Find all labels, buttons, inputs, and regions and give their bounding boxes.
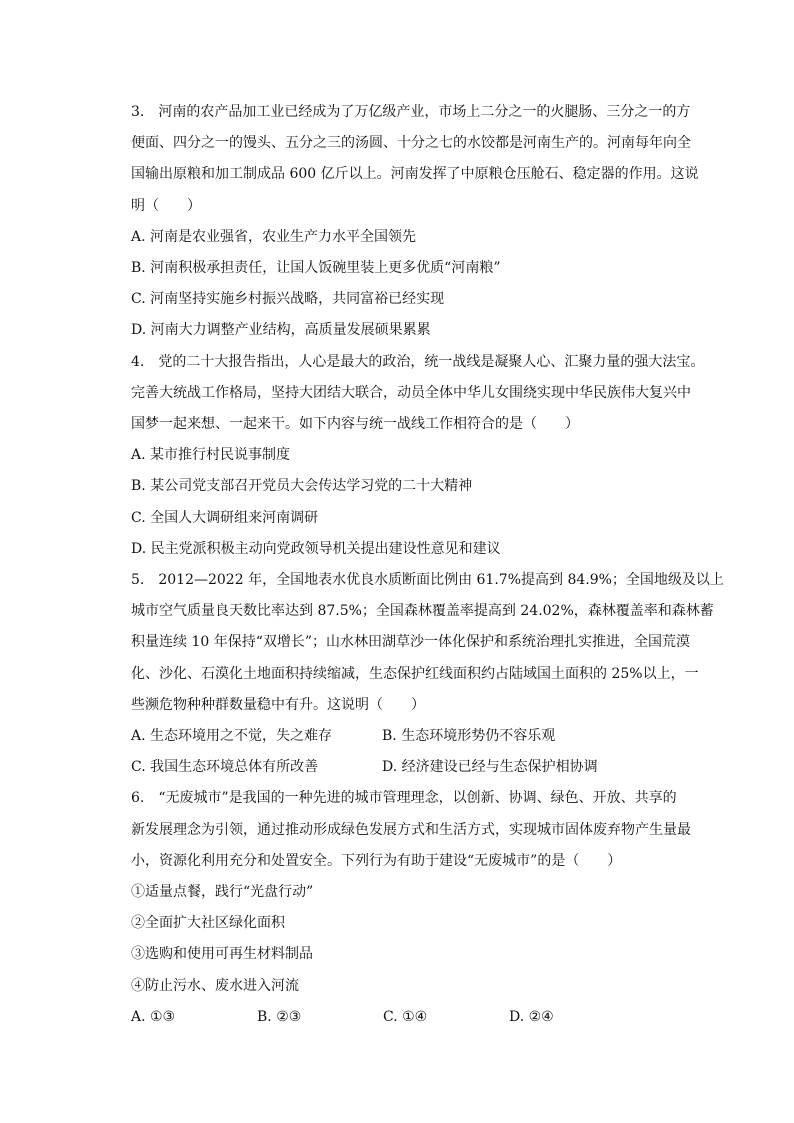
option-a[interactable]: A. 某市推行村民说事制度 [131, 447, 291, 464]
statement-1: ①适量点餐，践行“光盘行动” [131, 884, 314, 901]
stem-line: 明（ ） [131, 197, 201, 214]
stem-line: 6. “无废城市”是我国的一种先进的城市管理理念，以创新、协调、绿色、开放、共享的 [131, 790, 677, 807]
stem-line: 城市空气质量良天数比率达到 87.5%；全国森林覆盖率提高到 24.02%，森林覆盖率和森林蓄 [131, 603, 714, 620]
question-stem [131, 97, 701, 222]
stem-line: 3. 河南的农产品加工业已经成为了万亿级产业，市场上二分之一的火腿肠、三分之一的方 [131, 104, 691, 120]
stem-line: 小，资源化利用充分和处置安全。下列行为有助于建设“无废城市”的是（ ） [131, 852, 622, 869]
question-3 [131, 97, 701, 347]
stem-line: 些濒危物种种群数量稳中有升。这说明（ ） [131, 696, 425, 713]
question-list [131, 97, 724, 1033]
option-b[interactable]: B. ②③ [257, 1008, 302, 1025]
question-stem [131, 565, 724, 721]
statement-3: ③选购和使用可再生材料制品 [131, 946, 313, 963]
stem-line: 国梦一起来想、一起来干。如下内容与统一战线工作相符合的是（ ） [131, 416, 579, 433]
statement-2: ②全面扩大社区绿化面积 [131, 915, 285, 932]
option-a[interactable]: A. 生态环境用之不觉，失之难存 [131, 728, 333, 745]
option-c[interactable]: C. 全国人大调研组来河南调研 [131, 509, 319, 526]
question-stem [131, 347, 705, 441]
option-d[interactable]: D. 河南大力调整产业结构，高质量发展硕果累累 [131, 322, 431, 339]
options-row [131, 752, 701, 783]
option-b[interactable]: B. 生态环境形势仍不容乐观 [382, 728, 556, 745]
stem-line: 积量连续 10 年保持“双增长”；山水林田湖草沙一体化保护和系统治理扎实推进，全国荒漠 [131, 634, 691, 651]
stem-line: 4. 党的二十大报告指出，人心是最大的政治，统一战线是凝聚人心、汇聚力量的强大法宝。 [131, 353, 705, 370]
option-a[interactable]: A. 河南是农业强省，农业生产力水平全国领先 [131, 228, 417, 245]
option-d[interactable]: D. ②④ [509, 1008, 554, 1025]
options-row [131, 1002, 701, 1033]
option-c[interactable]: C. 河南坚持实施乡村振兴战略，共同富裕已经实现 [131, 291, 445, 308]
options-row [131, 721, 701, 752]
stem-line: 便面、四分之一的馒头、五分之三的汤圆、十分之七的水饺都是河南生产的。河南每年向全 [131, 135, 691, 152]
stem-line: 新发展理念为引领，通过推动形成绿色发展方式和生活方式，实现城市固体废弃物产生量最 [131, 821, 691, 838]
statement-4: ④防止污水、废水进入河流 [131, 977, 299, 994]
option-d[interactable]: D. 民主党派积极主动向党政领导机关提出建设性意见和建议 [131, 540, 501, 557]
question-number: 5. [131, 572, 145, 589]
question-number: 4. [131, 353, 145, 370]
option-c[interactable]: C. 我国生态环境总体有所改善 [131, 759, 319, 776]
question-number: 6. [131, 790, 145, 807]
stem-line: 国输出原粮和加工制成品 600 亿斤以上。河南发挥了中原粮仓压舱石、稳定器的作用。这说 [131, 166, 699, 183]
stem-line: 5. 2012—2022 年，全国地表水优良水质断面比例由 61.7%提高到 84.9%；全国地级及以上 [131, 572, 724, 589]
question-5 [131, 565, 724, 783]
option-c[interactable]: C. ①④ [383, 1008, 428, 1025]
question-4 [131, 347, 705, 565]
question-number: 3. [131, 104, 145, 120]
stem-line: 化、沙化、石漠化土地面积持续缩减，生态保护红线面积约占陆域国土面积的 25%以上，一 [131, 665, 699, 682]
option-b[interactable]: B. 河南积极承担责任，让国人饭碗里装上更多优质“河南粮” [131, 260, 501, 277]
stem-line: 完善大统战工作格局，坚持大团结大联合，动员全体中华儿女围绕实现中华民族伟大复兴中 [131, 384, 691, 401]
question-6 [131, 783, 701, 1033]
option-d[interactable]: D. 经济建设已经与生态保护相协调 [382, 759, 598, 776]
question-stem [131, 783, 701, 877]
option-b[interactable]: B. 某公司党支部召开党员大会传达学习党的二十大精神 [131, 478, 473, 495]
option-a[interactable]: A. ①③ [131, 1008, 176, 1025]
